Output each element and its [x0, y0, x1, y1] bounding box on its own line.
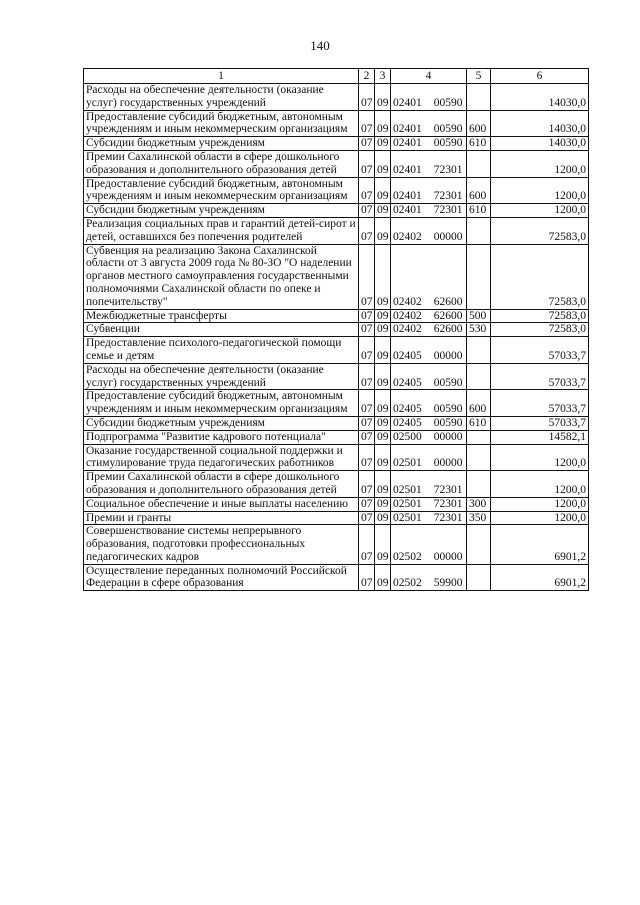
row-name: Премии Сахалинской области в сфере дошкольного образования и дополнительного образования детей — [84, 471, 359, 498]
row-sum: 57033,7 — [491, 390, 589, 417]
row-target-code — [391, 137, 467, 151]
header-col-5: 5 — [467, 69, 491, 84]
row-expense-type — [467, 430, 491, 444]
row-subsection: 09 — [375, 416, 391, 430]
code-direction: 72301 — [433, 483, 463, 496]
code-program: 02500 — [393, 430, 422, 443]
row-name: Субсидии бюджетным учреждениям — [84, 204, 359, 218]
row-target-code — [391, 444, 467, 471]
table-row — [84, 525, 589, 564]
code-program: 02401 — [393, 190, 422, 203]
row-subsection: 09 — [375, 390, 391, 417]
row-sum: 14030,0 — [491, 84, 589, 111]
code-direction: 72301 — [433, 511, 463, 524]
code-direction: 00000 — [433, 430, 463, 443]
code-program: 02401 — [393, 204, 422, 217]
row-target-code — [391, 244, 467, 309]
code-program: 02501 — [393, 483, 422, 496]
row-target-code — [391, 363, 467, 390]
table-row — [84, 471, 589, 498]
row-target-code — [391, 204, 467, 218]
row-expense-type — [467, 244, 491, 309]
code-program: 02401 — [393, 137, 422, 150]
code-program: 02402 — [393, 323, 422, 336]
code-direction: 00590 — [433, 376, 463, 389]
row-expense-type — [467, 84, 491, 111]
row-target-code — [391, 497, 467, 511]
row-sum: 1200,0 — [491, 177, 589, 204]
table-row — [84, 110, 589, 137]
row-name: Подпрограмма "Развитие кадрового потенциала" — [84, 430, 359, 444]
row-sum: 72583,0 — [491, 323, 589, 337]
row-subsection: 09 — [375, 217, 391, 244]
table-row — [84, 416, 589, 430]
row-expense-type: 600 — [467, 177, 491, 204]
budget-table — [83, 68, 589, 591]
header-col-1: 1 — [84, 69, 359, 84]
code-direction: 72301 — [433, 204, 463, 217]
code-direction: 00590 — [433, 137, 463, 150]
row-subsection: 09 — [375, 430, 391, 444]
row-target-code — [391, 416, 467, 430]
row-target-code — [391, 150, 467, 177]
code-program: 02401 — [393, 163, 422, 176]
row-subsection: 09 — [375, 84, 391, 111]
code-program: 02501 — [393, 497, 422, 510]
row-sum: 6901,2 — [491, 525, 589, 564]
code-direction: 62600 — [433, 295, 463, 308]
row-expense-type: 500 — [467, 309, 491, 323]
table-row — [84, 177, 589, 204]
code-direction: 72301 — [433, 190, 463, 203]
row-subsection: 09 — [375, 337, 391, 364]
table-header-row — [84, 69, 589, 84]
row-name: Предоставление субсидий бюджетным, автономным учреждениям и иным некоммерческим организациям — [84, 390, 359, 417]
row-expense-type — [467, 525, 491, 564]
row-expense-type: 610 — [467, 137, 491, 151]
row-sum: 57033,7 — [491, 337, 589, 364]
row-subsection: 09 — [375, 177, 391, 204]
code-program: 02402 — [393, 309, 422, 322]
row-section: 07 — [359, 309, 375, 323]
code-program: 02502 — [393, 550, 422, 563]
header-col-2: 2 — [359, 69, 375, 84]
header-col-3: 3 — [375, 69, 391, 84]
row-section: 07 — [359, 150, 375, 177]
row-sum: 72583,0 — [491, 309, 589, 323]
row-subsection: 09 — [375, 137, 391, 151]
row-section: 07 — [359, 471, 375, 498]
row-expense-type: 610 — [467, 204, 491, 218]
row-sum: 57033,7 — [491, 416, 589, 430]
row-sum: 1200,0 — [491, 511, 589, 525]
code-direction: 00000 — [433, 349, 463, 362]
row-target-code — [391, 337, 467, 364]
row-section: 07 — [359, 525, 375, 564]
row-name: Предоставление субсидий бюджетным, автономным учреждениям и иным некоммерческим организациям — [84, 177, 359, 204]
row-subsection: 09 — [375, 444, 391, 471]
row-name: Субсидии бюджетным учреждениям — [84, 416, 359, 430]
row-expense-type: 600 — [467, 110, 491, 137]
row-expense-type — [467, 337, 491, 364]
table-row — [84, 497, 589, 511]
code-direction: 00000 — [433, 457, 463, 470]
code-direction: 00590 — [433, 416, 463, 429]
code-program: 02405 — [393, 349, 422, 362]
row-expense-type — [467, 444, 491, 471]
row-sum: 6901,2 — [491, 564, 589, 591]
row-name: Субсидии бюджетным учреждениям — [84, 137, 359, 151]
table-row — [84, 444, 589, 471]
row-section: 07 — [359, 84, 375, 111]
row-subsection: 09 — [375, 564, 391, 591]
row-sum: 57033,7 — [491, 363, 589, 390]
code-program: 02401 — [393, 96, 422, 109]
row-subsection: 09 — [375, 511, 391, 525]
row-sum: 1200,0 — [491, 204, 589, 218]
row-section: 07 — [359, 497, 375, 511]
table-row — [84, 150, 589, 177]
row-subsection: 09 — [375, 309, 391, 323]
row-sum: 72583,0 — [491, 217, 589, 244]
row-target-code — [391, 564, 467, 591]
row-name: Субвенции — [84, 323, 359, 337]
row-expense-type: 600 — [467, 390, 491, 417]
row-sum: 1200,0 — [491, 497, 589, 511]
code-program: 02401 — [393, 123, 422, 136]
row-section: 07 — [359, 511, 375, 525]
code-program: 02405 — [393, 376, 422, 389]
table-row — [84, 564, 589, 591]
row-target-code — [391, 110, 467, 137]
table-row — [84, 309, 589, 323]
code-direction: 62600 — [433, 323, 463, 336]
row-sum: 14030,0 — [491, 137, 589, 151]
row-section: 07 — [359, 390, 375, 417]
row-name: Осуществление переданных полномочий Российской Федерации в сфере образования — [84, 564, 359, 591]
row-section: 07 — [359, 337, 375, 364]
table-row — [84, 244, 589, 309]
row-subsection: 09 — [375, 323, 391, 337]
row-name: Реализация социальных прав и гарантий детей-сирот и детей, оставшихся без попечения родителей — [84, 217, 359, 244]
row-expense-type — [467, 150, 491, 177]
row-sum: 72583,0 — [491, 244, 589, 309]
row-target-code — [391, 430, 467, 444]
code-program: 02501 — [393, 511, 422, 524]
code-program: 02405 — [393, 416, 422, 429]
code-program: 02405 — [393, 403, 422, 416]
table-row — [84, 363, 589, 390]
row-expense-type: 530 — [467, 323, 491, 337]
row-subsection: 09 — [375, 150, 391, 177]
row-name: Предоставление психолого-педагогической помощи семье и детям — [84, 337, 359, 364]
row-section: 07 — [359, 564, 375, 591]
row-target-code — [391, 511, 467, 525]
code-direction: 00000 — [433, 550, 463, 563]
code-program: 02402 — [393, 295, 422, 308]
code-direction: 59900 — [433, 577, 463, 590]
code-direction: 72301 — [433, 163, 463, 176]
row-name: Премии и гранты — [84, 511, 359, 525]
row-subsection: 09 — [375, 204, 391, 218]
row-name: Предоставление субсидий бюджетным, автономным учреждениям и иным некоммерческим организациям — [84, 110, 359, 137]
row-expense-type: 300 — [467, 497, 491, 511]
row-expense-type — [467, 363, 491, 390]
code-direction: 00590 — [433, 123, 463, 136]
header-col-4: 4 — [391, 69, 467, 84]
table-row — [84, 430, 589, 444]
row-sum: 1200,0 — [491, 444, 589, 471]
row-name: Совершенствование системы непрерывного образования, подготовки профессиональных педагогических кадров — [84, 525, 359, 564]
row-section: 07 — [359, 244, 375, 309]
row-subsection: 09 — [375, 110, 391, 137]
row-section: 07 — [359, 444, 375, 471]
code-direction: 00590 — [433, 96, 463, 109]
code-direction: 00000 — [433, 230, 463, 243]
row-subsection: 09 — [375, 497, 391, 511]
row-section: 07 — [359, 177, 375, 204]
row-expense-type — [467, 217, 491, 244]
row-target-code — [391, 390, 467, 417]
row-name: Расходы на обеспечение деятельности (оказание услуг) государственных учреждений — [84, 363, 359, 390]
table-row — [84, 204, 589, 218]
row-expense-type: 610 — [467, 416, 491, 430]
table-row — [84, 337, 589, 364]
code-direction: 62600 — [433, 309, 463, 322]
row-target-code — [391, 525, 467, 564]
table-row — [84, 323, 589, 337]
row-subsection: 09 — [375, 244, 391, 309]
row-target-code — [391, 84, 467, 111]
table-row — [84, 511, 589, 525]
table-row — [84, 84, 589, 111]
row-name: Социальное обеспечение и иные выплаты населению — [84, 497, 359, 511]
row-name: Субвенция на реализацию Закона Сахалинской области от 3 августа 2009 года № 80-ЗО "О наделении органов местного самоуправления государственными полномочиями Сахалинской области по опеке и попечительству" — [84, 244, 359, 309]
row-subsection: 09 — [375, 525, 391, 564]
row-name: Оказание государственной социальной поддержки и стимулирование труда педагогических работников — [84, 444, 359, 471]
row-name: Межбюджетные трансферты — [84, 309, 359, 323]
row-sum: 14030,0 — [491, 110, 589, 137]
code-program: 02402 — [393, 230, 422, 243]
row-expense-type — [467, 471, 491, 498]
code-program: 02502 — [393, 577, 422, 590]
row-section: 07 — [359, 217, 375, 244]
row-section: 07 — [359, 323, 375, 337]
row-subsection: 09 — [375, 363, 391, 390]
row-name: Премии Сахалинской области в сфере дошкольного образования и дополнительного образования детей — [84, 150, 359, 177]
row-section: 07 — [359, 416, 375, 430]
code-direction: 00590 — [433, 403, 463, 416]
row-sum: 14582,1 — [491, 430, 589, 444]
row-expense-type — [467, 564, 491, 591]
row-section: 07 — [359, 363, 375, 390]
row-target-code — [391, 323, 467, 337]
row-subsection: 09 — [375, 471, 391, 498]
row-sum: 1200,0 — [491, 150, 589, 177]
row-section: 07 — [359, 137, 375, 151]
row-target-code — [391, 309, 467, 323]
header-col-6: 6 — [491, 69, 589, 84]
row-section: 07 — [359, 430, 375, 444]
table-row — [84, 390, 589, 417]
row-target-code — [391, 471, 467, 498]
row-name: Расходы на обеспечение деятельности (оказание услуг) государственных учреждений — [84, 84, 359, 111]
row-sum: 1200,0 — [491, 471, 589, 498]
code-direction: 72301 — [433, 497, 463, 510]
code-program: 02501 — [393, 457, 422, 470]
row-section: 07 — [359, 204, 375, 218]
row-target-code — [391, 217, 467, 244]
page-number: 140 — [310, 38, 330, 53]
table-row — [84, 137, 589, 151]
row-section: 07 — [359, 110, 375, 137]
table-row — [84, 217, 589, 244]
row-target-code — [391, 177, 467, 204]
row-expense-type: 350 — [467, 511, 491, 525]
